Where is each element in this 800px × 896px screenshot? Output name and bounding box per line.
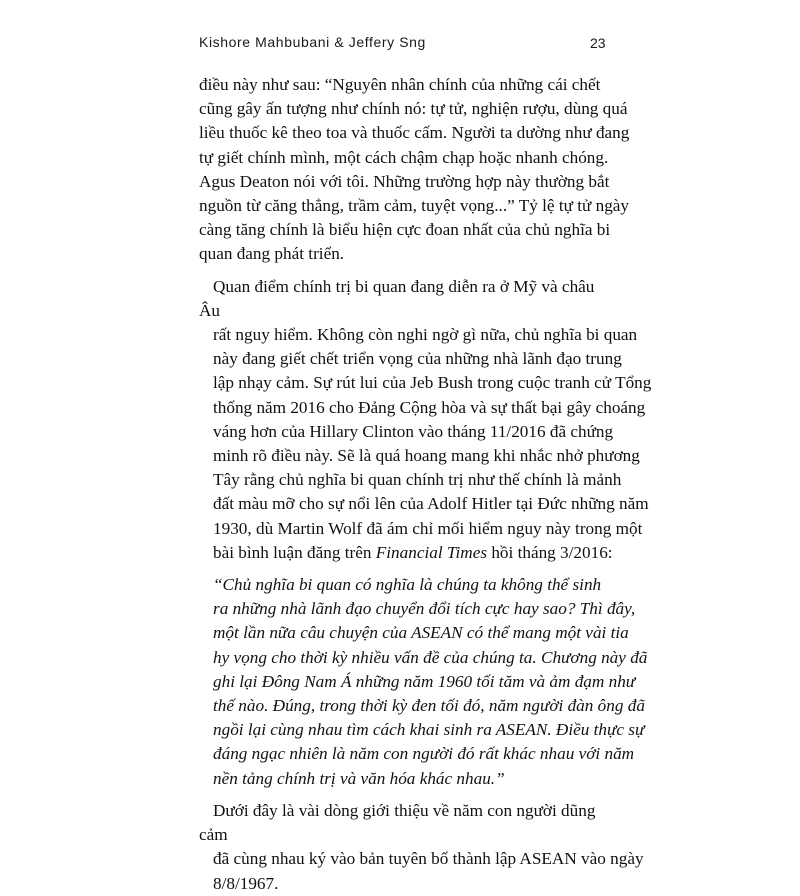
text-line-with-title [199,541,613,565]
text-line: liều thuốc kê theo toa và thuốc cấm. Người ta dường như đang [199,123,630,143]
running-header: Kishore Mahbubani & Jeffery Sng [199,34,426,50]
quote-line: ghi lại Đông Nam Á những năm 1960 tối tăm và ảm đạm như [213,671,636,691]
text-line: váng hơn của Hillary Clinton vào tháng 11/2016 đã chứng [213,421,614,441]
text-line: lập nhạy cảm. Sự rút lui của Jeb Bush trong cuộc tranh cử Tổng [213,373,652,393]
block-quote [199,573,648,791]
text-line: đã cùng nhau ký vào bản tuyên bố thành lập ASEAN vào ngày [213,849,644,869]
text-line: Quan điểm chính trị bi quan đang diễn ra ở Mỹ và châu Âu [199,276,595,320]
paragraph-2 [199,275,652,565]
text-line: điều này như sau: “Nguyên nhân chính của những cái chết [199,75,601,94]
text-line: quan đang phát triển. [199,244,345,264]
text-line: tự giết chính mình, một cách chậm chạp hoặc nhanh chóng. [199,147,609,167]
text-line: 8/8/1967. [213,873,279,893]
text-line: minh rõ điều này. Sẽ là quá hoang mang khi nhắc nhở phương [213,446,640,466]
text-fragment: hồi tháng 3/2016: [487,542,613,562]
text-line: nguồn từ căng thẳng, trầm cảm, tuyệt vọng...” Tỷ lệ tự tử ngày [199,196,630,216]
text-line: Tây rằng chủ nghĩa bi quan chính trị như thế chính là mảnh [213,470,622,490]
text-line: cũng gây ấn tượng như chính nó: tự tử, nghiện rượu, dùng quá [199,99,628,119]
quote-line: đáng ngạc nhiên là năm con người đó rất khác nhau với năm [213,744,635,764]
quote-line: hy vọng cho thời kỳ nhiều vấn đề của chúng ta. Chương này đã [213,647,648,667]
quote-line: “Chủ nghĩa bi quan có nghĩa là chúng ta không thể sinh [213,575,602,595]
text-line: này đang giết chết triển vọng của những nhà lãnh đạo trung [213,349,622,369]
text-fragment: bài bình luận đăng trên [213,542,376,562]
text-line: 1930, dù Martin Wolf đã ám chỉ mối hiểm nguy này trong một [213,518,643,538]
quote-line: ngồi lại cùng nhau tìm cách khai sinh ra ASEAN. Điều thực sự [213,720,645,740]
text-line: Agus Deaton nói với tôi. Những trường hợp này thường bắt [199,171,610,191]
text-line: thống năm 2016 cho Đảng Cộng hòa và sự thất bại gây choáng [213,397,646,417]
paragraph-1 [199,73,630,267]
publication-title: Financial Times [375,542,488,562]
text-line: Dưới đây là vài dòng giới thiệu về năm con người dũng cảm [199,800,596,845]
quote-line: một lần nữa câu chuyện của ASEAN có thể mang một vài tia [213,623,629,643]
quote-line: thế nào. Đúng, trong thời kỳ đen tối đó, năm người đàn ông đã [213,696,645,716]
quote-line: ra những nhà lãnh đạo chuyển đổi tích cực hay sao? Thì đây, [213,599,636,619]
body-text [199,73,652,896]
paragraph-3 [199,799,644,896]
quote-line: nền tảng chính trị và văn hóa khác nhau.” [213,768,505,788]
text-line: đất màu mỡ cho sự nổi lên của Adolf Hitler tại Đức những năm [213,494,649,514]
text-line: càng tăng chính là biểu hiện cực đoan nhất của chủ nghĩa bi [199,220,611,240]
text-line: rất nguy hiểm. Không còn nghi ngờ gì nữa, chủ nghĩa bi quan [213,325,638,345]
page-number: 23 [590,35,606,51]
